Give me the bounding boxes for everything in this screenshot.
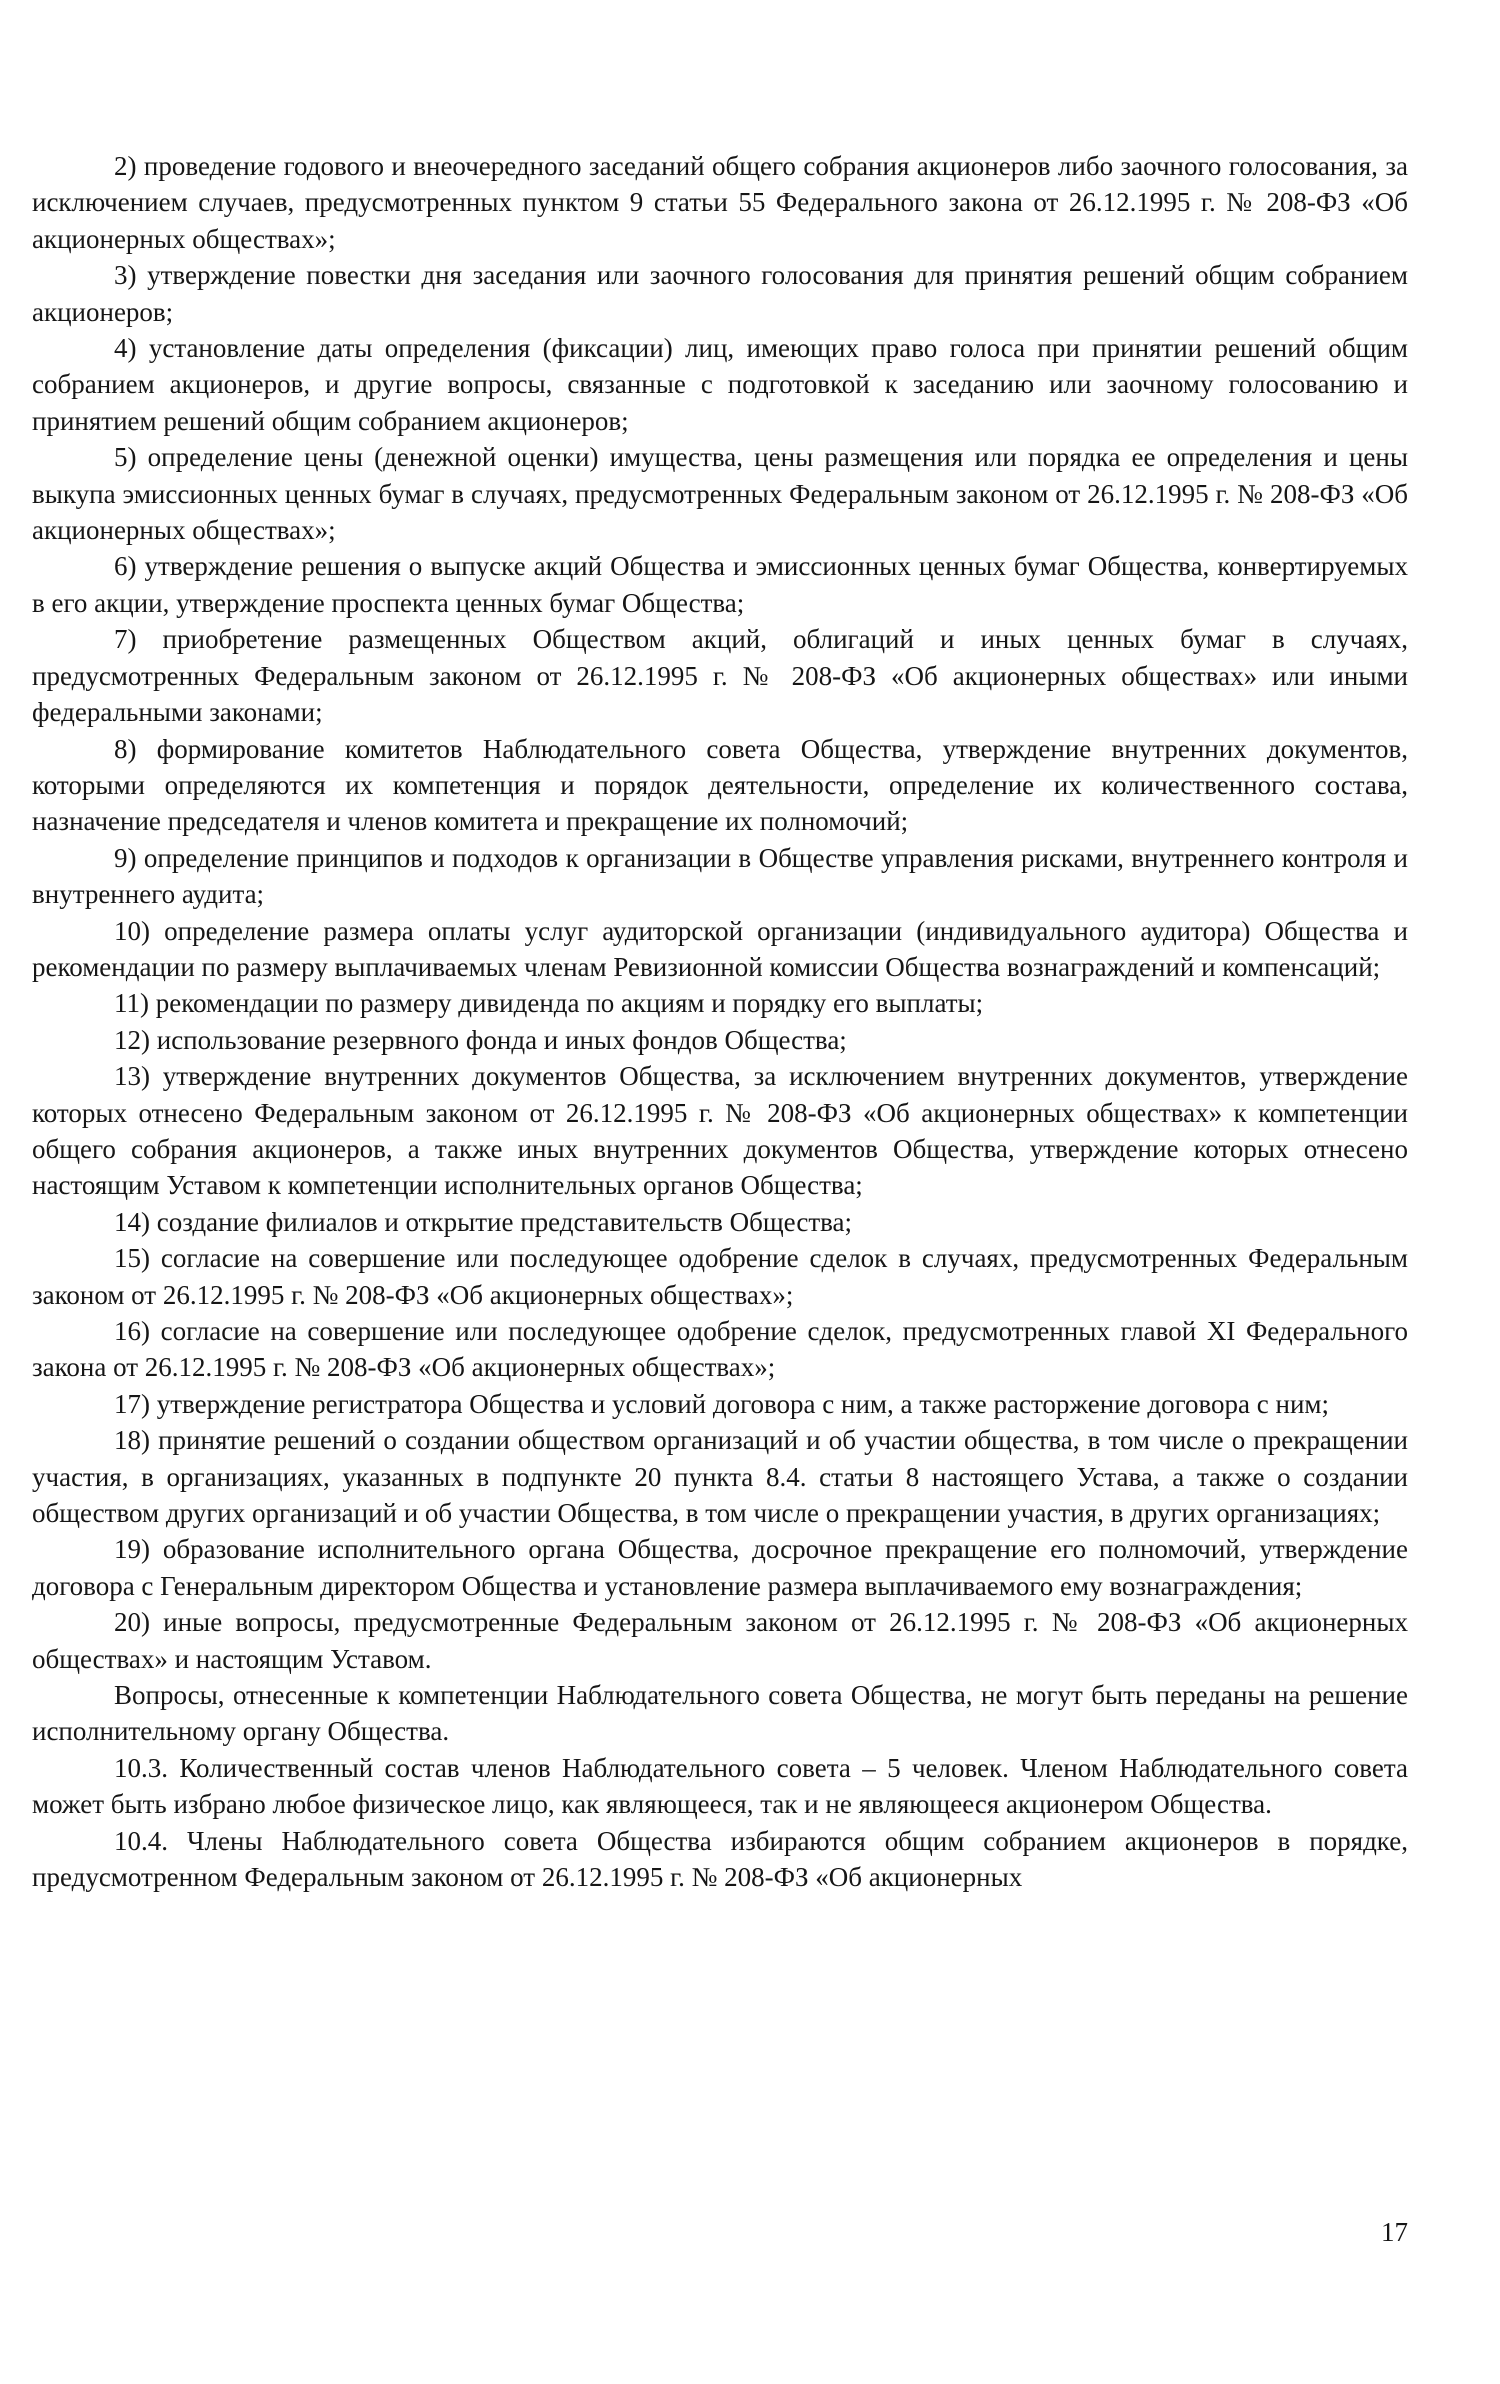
paragraph-item-3: 3) утверждение повестки дня заседания или заочного голосования для принятия решений общим собранием акционеров; (32, 260, 1408, 327)
paragraph-item-20: 20) иные вопросы, предусмотренные Федеральным законом от 26.12.1995 г. № 208-ФЗ «Об акционерных обществах» и настоящим Уставом. (32, 1607, 1408, 1674)
document-body (32, 148, 1408, 1896)
paragraph-competence-note: Вопросы, отнесенные к компетенции Наблюдательного совета Общества, не могут быть переданы на решение исполнительному органу Общества. (32, 1680, 1408, 1747)
paragraph-item-11: 11) рекомендации по размеру дивиденда по акциям и порядку его выплаты; (114, 988, 984, 1019)
paragraph-item-8: 8) формирование комитетов Наблюдательного совета Общества, утверждение внутренних документов, которыми определяются их компетенция и порядок деятельности, определение их количественного состава, назначение председателя и членов комитета и прекращение их полномочий; (32, 733, 1408, 837)
paragraph-item-16: 16) согласие на совершение или последующее одобрение сделок, предусмотренных главой XI Федерального закона от 26.12.1995 г. № 208-ФЗ «Об акционерных обществах»; (32, 1316, 1408, 1383)
paragraph-item-6: 6) утверждение решения о выпуске акций Общества и эмиссионных ценных бумаг Общества, конвертируемых в его акции, утверждение проспекта ценных бумаг Общества; (32, 551, 1408, 618)
page-number: 17 (1381, 2217, 1408, 2247)
paragraph-item-19: 19) образование исполнительного органа Общества, досрочное прекращение его полномочий, утверждение договора с Генеральным директором Общества и установление размера выплачиваемого ему вознаграждения; (32, 1534, 1408, 1601)
paragraph-item-2: 2) проведение годового и внеочередного заседаний общего собрания акционеров либо заочного голосования, за исключением случаев, предусмотренных пунктом 9 статьи 55 Федерального закона от 26.12.1995 г. № 208-ФЗ «Об акционерных обществах»; (32, 151, 1408, 254)
paragraph-item-12: 12) использование резервного фонда и иных фондов Общества; (114, 1024, 847, 1055)
paragraph-item-10: 10) определение размера оплаты услуг аудиторской организации (индивидуального аудитора) Общества и рекомендации по размеру выплачиваемых членам Ревизионной комиссии Общества вознаграждений и компенсаций; (32, 915, 1408, 982)
paragraph-item-13: 13) утверждение внутренних документов Общества, за исключением внутренних документов, утверждение которых отнесено Федеральным законом от 26.12.1995 г. № 208-ФЗ «Об акционерных обществах» к компетенции общего собрания акционеров, а также иных внутренних документов Общества, утверждение которых отнесено настоящим Уставом к компетенции исполнительных органов Общества; (32, 1061, 1408, 1201)
paragraph-clause-10-3: 10.3. Количественный состав членов Наблюдательного совета – 5 человек. Членом Наблюдательного совета может быть избрано любое физическое лицо, как являющееся, так и не являющееся акционером Общества. (32, 1752, 1408, 1820)
paragraph-item-9: 9) определение принципов и подходов к организации в Обществе управления рисками, внутреннего контроля и внутреннего аудита; (32, 842, 1408, 910)
paragraph-item-18: 18) принятие решений о создании обществом организаций и об участии общества, в том числе о прекращении участия, в организациях, указанных в подпункте 20 пункта 8.4. статьи 8 настоящего Устава, а также о создании обществом других организаций и об участии Общества, в том числе о прекращении участия, в других организациях; (32, 1425, 1408, 1529)
paragraph-item-14: 14) создание филиалов и открытие представительств Общества; (114, 1206, 853, 1237)
paragraph-item-7: 7) приобретение размещенных Обществом акций, облигаций и иных ценных бумаг в случаях, предусмотренных Федеральным законом от 26.12.1995 г. № 208-ФЗ «Об акционерных обществах» или иными федеральными законами; (32, 624, 1408, 728)
paragraph-item-17: 17) утверждение регистратора Общества и условий договора с ним, а также расторжение договора с ним; (114, 1388, 1329, 1419)
paragraph-clause-10-4: 10.4. Члены Наблюдательного совета Общества избираются общим собранием акционеров в порядке, предусмотренном Федеральным законом от 26.12.1995 г. № 208-ФЗ «Об акционерных (32, 1825, 1408, 1893)
paragraph-item-4: 4) установление даты определения (фиксации) лиц, имеющих право голоса при принятии решений общим собранием акционеров, и другие вопросы, связанные с подготовкой к заседанию или заочному голосованию и принятием решений общим собранием акционеров; (32, 333, 1408, 436)
paragraph-item-5: 5) определение цены (денежной оценки) имущества, цены размещения или порядка ее определения и цены выкупа эмиссионных ценных бумаг в случаях, предусмотренных Федеральным законом от 26.12.1995 г. № 208-ФЗ «Об акционерных обществах»; (32, 442, 1408, 546)
paragraph-item-15: 15) согласие на совершение или последующее одобрение сделок в случаях, предусмотренных Федеральным законом от 26.12.1995 г. № 208-ФЗ «Об акционерных обществах»; (32, 1243, 1408, 1310)
